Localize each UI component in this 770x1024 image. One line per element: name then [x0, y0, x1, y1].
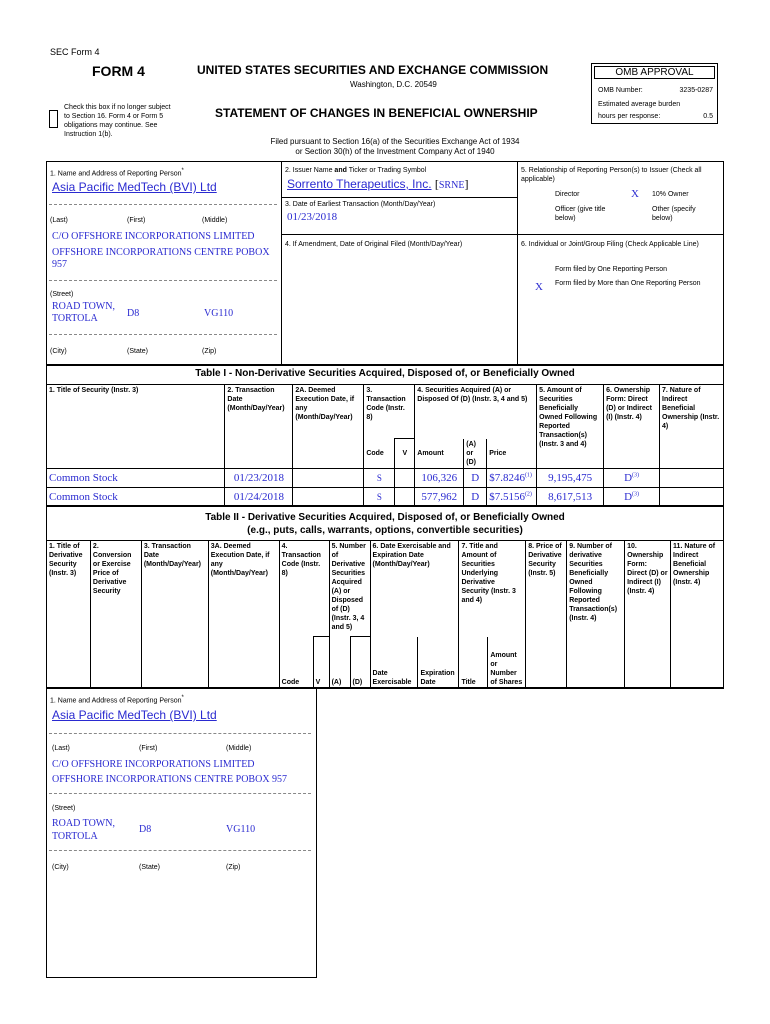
t2-col-price: 8. Price of Derivative Security (Instr. 5) [526, 541, 567, 689]
t1-col-owned: 5. Amount of Securities Beneficially Owned Following Reported Transaction(s) (Instr. 3 and 4) [537, 385, 604, 469]
zip-value: VG110 [204, 308, 234, 319]
city-label: (City) [50, 348, 67, 355]
t2-col-underlying: 7. Title and Amount of Securities Underlying Derivative Security (Instr. 3 and 4) [459, 541, 526, 637]
bottom-state-value: D8 [139, 824, 152, 835]
ten-pct-owner-check: X [631, 188, 639, 200]
t1-r1-owned: 9,195,475 [537, 468, 604, 487]
omb-number-label: OMB Number: [598, 87, 643, 94]
box1-label: 1. Name and Address of Reporting Person* [50, 168, 184, 178]
bottom-middle-label: (Middle) [226, 745, 252, 752]
sec-form-label: SEC Form 4 [50, 47, 100, 57]
ten-pct-owner-label: 10% Owner [652, 191, 689, 198]
bottom-address-line2: OFFSHORE INCORPORATIONS CENTRE POBOX 957 [52, 774, 288, 785]
t1-r2-deemed [293, 487, 364, 506]
issuer-name-link[interactable]: Sorrento Therapeutics, Inc. [287, 177, 432, 191]
bottom-city-label: (City) [52, 864, 69, 871]
t1-sub-amount: Amount [415, 439, 464, 469]
statement-title: STATEMENT OF CHANGES IN BENEFICIAL OWNERSHIP [215, 106, 538, 120]
t1-r1-deemed [293, 468, 364, 487]
t2-col-exercisable: 6. Date Exercisable and Expiration Date (Month/Day/Year) [370, 541, 459, 637]
bottom-state-label: (State) [139, 864, 161, 871]
t2-col-owned: 9. Number of derivative Securities Beneficially Owned Following Reported Transaction(s) (Instr. 4) [567, 541, 625, 689]
bottom-city-value: ROAD TOWN, TORTOLA [52, 818, 115, 842]
more-persons-label: Form filed by More than One Reporting Person [555, 280, 701, 287]
state-value: D8 [127, 308, 140, 319]
box5-label: 5. Relationship of Reporting Person(s) to Issuer (Check all applicable) [521, 167, 702, 183]
t1-col-nature: 7. Nature of Indirect Beneficial Ownership (Instr. 4) [660, 385, 724, 469]
t2-sub-date-exercisable: Date Exercisable [370, 637, 418, 689]
box2-label: 2. Issuer Name and Ticker or Trading Symbol [285, 167, 427, 174]
t1-r2-v [395, 487, 415, 506]
t1-sub-v: V [395, 439, 415, 469]
t2-sub-a: (A) [329, 637, 350, 689]
omb-title: OMB APPROVAL [594, 66, 715, 79]
check-box-text: Check this box if no longer subject to Section 16. Form 4 or Form 5 obligations may continue. See Instruction 1(b). [64, 104, 171, 138]
bottom-address-line1: C/O OFFSHORE INCORPORATIONS LIMITED [52, 759, 255, 770]
table1-title: Table I - Non-Derivative Securities Acquired, Disposed of, or Beneficially Owned [195, 368, 575, 379]
t2-sub-amount-shares: Amount or Number of Shares [488, 637, 526, 689]
other-label: Other (specify below) [652, 206, 696, 222]
omb-burden-label: Estimated average burden [598, 101, 681, 108]
no-longer-subject-checkbox[interactable] [49, 110, 58, 128]
t2-sub-expiration: Expiration Date [418, 637, 459, 689]
t1-sub-code: Code [364, 439, 395, 469]
address-line2: OFFSHORE INCORPORATIONS CENTRE POBOX 957 [52, 247, 270, 270]
city-value: ROAD TOWN, TORTOLA [52, 301, 115, 324]
t2-col-date: 3. Transaction Date (Month/Day/Year) [141, 541, 208, 689]
t1-col-code: 3. Transaction Code (Instr. 8) [364, 385, 415, 439]
box4-label: 4. If Amendment, Date of Original Filed (Month/Day/Year) [285, 241, 463, 248]
t2-col-title: 1. Title of Derivative Security (Instr. 3) [47, 541, 91, 689]
t1-col-date: 2. Transaction Date (Month/Day/Year) [225, 385, 293, 469]
t1-sub-price: Price [487, 439, 537, 469]
t1-col-deemed: 2A. Deemed Execution Date, if any (Month/Day/Year) [293, 385, 364, 469]
t1-r2-nature [660, 487, 724, 506]
more-persons-check: X [535, 281, 543, 293]
last-label: (Last) [50, 217, 68, 224]
t1-r1-form: $D^{(3)}$ [604, 468, 660, 487]
reporting-person-name-link[interactable]: Asia Pacific MedTech (BVI) Ltd [52, 180, 217, 194]
t2-sub-code: Code [279, 637, 313, 689]
t1-r1-price: $7.8246$^{(1)}$ [487, 468, 537, 487]
t1-col-acquired: 4. Securities Acquired (A) or Disposed Of (D) (Instr. 3, 4 and 5) [415, 385, 537, 439]
box6-label: 6. Individual or Joint/Group Filing (Check Applicable Line) [521, 241, 699, 248]
table-row [47, 468, 724, 487]
t1-r1-amount: 106,326 [415, 468, 464, 487]
t2-col-code: 4. Transaction Code (Instr. 8) [279, 541, 329, 637]
officer-label: Officer (give title below) [555, 206, 606, 222]
bottom-zip-label: (Zip) [226, 864, 241, 871]
bottom-zip-value: VG110 [226, 824, 256, 835]
t1-r2-ad: D [464, 487, 487, 506]
t1-r2-code: S [364, 487, 395, 506]
middle-label: (Middle) [202, 217, 228, 224]
commission-title: UNITED STATES SECURITIES AND EXCHANGE COMMISSION [197, 63, 549, 77]
t1-r1-v [395, 468, 415, 487]
t1-r2-title: Common Stock [47, 487, 225, 506]
t2-col-form: 10. Ownership Form: Direct (D) or Indirect (I) (Instr. 4) [625, 541, 671, 689]
omb-hours-value: 0.5 [703, 113, 713, 120]
bottom-street-label: (Street) [52, 805, 76, 812]
director-label: Director [555, 191, 580, 198]
omb-hours-label: hours per response: [598, 113, 661, 120]
address-line1: C/O OFFSHORE INCORPORATIONS LIMITED [52, 231, 255, 242]
omb-number-value: 3235-0287 [679, 87, 713, 94]
t1-r1-ad: D [464, 468, 487, 487]
t2-sub-v: V [313, 637, 329, 689]
t2-sub-d: (D) [350, 637, 370, 689]
t2-sub-title: Title [459, 637, 488, 689]
table-row [47, 487, 724, 506]
bottom-box1-label: 1. Name and Address of Reporting Person* [50, 695, 184, 705]
t1-r2-date: 01/24/2018 [225, 487, 293, 506]
t1-r2-owned: 8,617,513 [537, 487, 604, 506]
box3-label: 3. Date of Earliest Transaction (Month/Day/Year) [285, 201, 436, 208]
table2-title: Table II - Derivative Securities Acquired, Disposed of, or Beneficially Owned (e.g., puts, calls, warrants, options, convertible securities) [205, 512, 565, 536]
t1-sub-aord: (A) or (D) [464, 439, 487, 469]
t1-r1-title: Common Stock [47, 468, 225, 487]
t1-r2-form: $D^{(3)}$ [604, 487, 660, 506]
zip-label: (Zip) [202, 348, 217, 355]
t2-col-deemed: 3A. Deemed Execution Date, if any (Month/Day/Year) [208, 541, 279, 689]
t1-r1-code: S [364, 468, 395, 487]
issuer-line: Sorrento Therapeutics, Inc. [SRNE] [287, 177, 469, 191]
t1-r1-nature [660, 468, 724, 487]
t1-r2-price: $7.5156$^{(2)}$ [487, 487, 537, 506]
bottom-last-label: (Last) [52, 745, 70, 752]
table2 [46, 540, 724, 689]
t2-col-nature: 11. Nature of Indirect Beneficial Ownership (Instr. 4) [671, 541, 724, 689]
t2-col-conversion: 2. Conversion or Exercise Price of Derivative Security [90, 541, 141, 689]
form-title: FORM 4 [92, 63, 145, 79]
ticker-symbol: SRNE [438, 180, 465, 191]
filed-pursuant: Filed pursuant to Section 16(a) of the Securities Exchange Act of 1934 or Section 30(h) of the Investment Company Act of 1940 [270, 137, 520, 156]
t1-r2-amount: 577,962 [415, 487, 464, 506]
t1-r1-date: 01/23/2018 [225, 468, 293, 487]
omb-approval-box [591, 63, 718, 124]
t2-col-number: 5. Number of Derivative Securities Acquired (A) or Disposed of (D) (Instr. 3, 4 and 5) [329, 541, 370, 637]
bottom-reporting-person-name-link[interactable]: Asia Pacific MedTech (BVI) Ltd [52, 708, 217, 722]
street-label: (Street) [50, 291, 74, 298]
t1-col-title: 1. Title of Security (Instr. 3) [47, 385, 225, 469]
state-label: (State) [127, 348, 149, 355]
table1 [46, 384, 724, 507]
one-person-label: Form filed by One Reporting Person [555, 266, 668, 273]
bottom-first-label: (First) [139, 745, 158, 752]
earliest-transaction-date: 01/23/2018 [287, 211, 338, 223]
t1-col-form: 6. Ownership Form: Direct (D) or Indirect (I) (Instr. 4) [604, 385, 660, 469]
first-label: (First) [127, 217, 146, 224]
location: Washington, D.C. 20549 [350, 80, 437, 89]
